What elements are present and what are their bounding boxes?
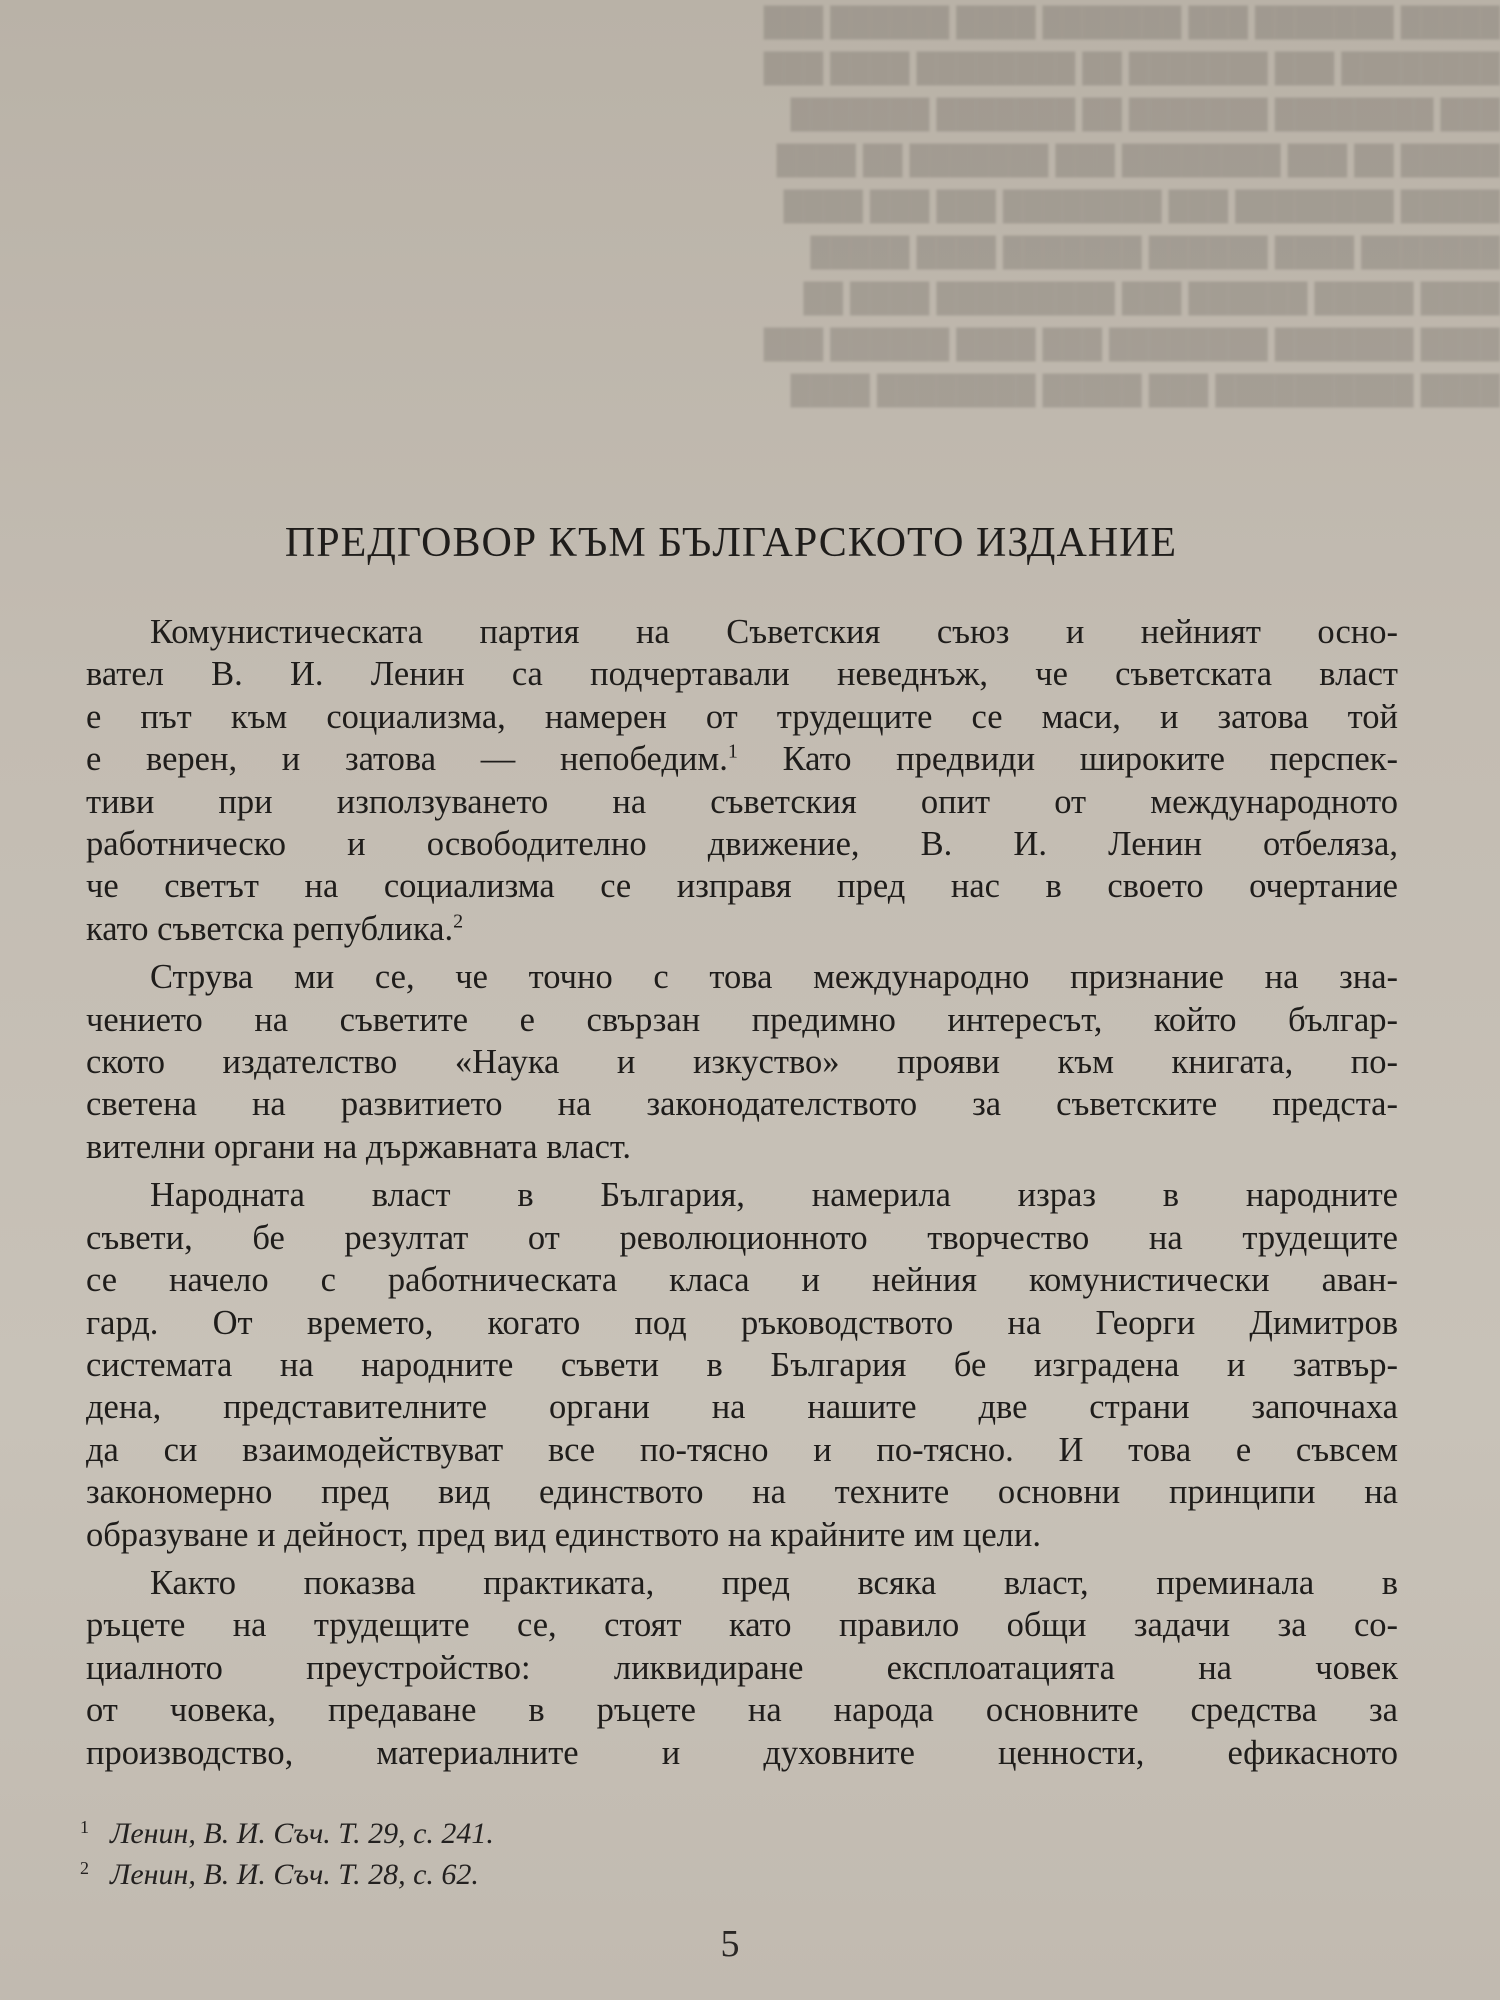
text-segment: Като предвиди широките перспек- <box>737 740 1398 779</box>
paragraph-4 <box>86 1562 1398 1774</box>
text-line <box>86 738 1398 780</box>
text-line: вател В. И. Ленин са подчертавали неведнъж, че съветската власт <box>86 655 1398 694</box>
footnote-1 <box>80 1815 1080 1856</box>
text-line: съвети, бе резултат от революционното творчество на трудещите <box>86 1218 1398 1257</box>
paragraph-1 <box>86 611 1398 950</box>
paragraph-2 <box>86 956 1398 1168</box>
text-line: от човека, предаване в ръцете на народа основните средства за <box>86 1691 1398 1730</box>
text-line: системата на народните съвети в България бе изградена и затвър- <box>86 1345 1398 1384</box>
text-line: производство, материалните и духовните ценности, ефикасното <box>86 1733 1398 1772</box>
text-line: вителни органи на държавната власт. <box>86 1127 632 1166</box>
page-title: ПРЕДГОВОР КЪМ БЪЛГАРСКОТО ИЗДАНИЕ <box>284 520 1178 566</box>
show-through-text: █████ ███████ ███ ███████ ████ ██████ ███ ████████ ███ ███████ ██ ████████ ████ ███ ███ ████████ ███████ ██ ███████ ███████ █████ ██ ███ ████████ ███ ███████ ██ ████ █████ ████████ ███ ████████ ███ ███ ████ ███████ ████ ██████ ███████ ████ █████ ████ █████ ██████ ███ █████████ ████ ██ ████ ███████ ████████ ███ ████ ██████ ███ ████ ██████████ ███ █████ ████████ ████ <box>763 7 1500 406</box>
text-line: циалното преустройство: ликвидиране експлоатацията на човек <box>86 1648 1398 1687</box>
text-line: чението на съветите е свързан предимно интересът, който българ- <box>86 1000 1398 1039</box>
footnote-ref-2: 2 <box>453 910 464 933</box>
text-line: дена, представителните органи на нашите две страни започнаха <box>86 1388 1398 1427</box>
footnote-text: Ленин, В. И. Съч. Т. 28, с. 62. <box>110 1858 479 1891</box>
text-line: Струва ми се, че точно с това международно признание на зна- <box>150 958 1398 997</box>
text-line: закономерно пред вид единството на техните основни принципи на <box>86 1473 1398 1512</box>
footnote-2 <box>80 1856 1080 1897</box>
text-line: че светът на социализма се изправя пред нас в своето очертание <box>86 867 1398 906</box>
text-line: образуване и дейност, пред вид единството на крайните им цели. <box>86 1515 1041 1554</box>
footnote-marker: 1 <box>80 1817 89 1837</box>
text-line: ръцете на трудещите се, стоят като правило общи задачи за со- <box>86 1606 1398 1645</box>
footnote-ref-1: 1 <box>727 740 738 763</box>
text-segment: като съветска република. <box>86 909 454 948</box>
text-line: тиви при използуването на съветския опит от международното <box>86 782 1398 821</box>
paragraph-3 <box>86 1174 1398 1556</box>
text-line: Комунистическата партия на Съветския съюз и нейният осно- <box>150 613 1398 651</box>
text-line: Както показва практиката, пред всяка власт, преминала в <box>150 1563 1398 1602</box>
main-text <box>86 515 1398 1774</box>
text-line: Народната власт в България, намерила израз в народните <box>150 1176 1398 1215</box>
text-line: светена на развитието на законодателството за съветските предста- <box>86 1085 1398 1124</box>
footnote-marker: 2 <box>80 1858 89 1878</box>
text-line: се начело с работническата класа и нейния комунистически аван- <box>86 1261 1398 1300</box>
text-line: работническо и освободително движение, В. И. Ленин отбеляза, <box>86 825 1398 864</box>
footnote-text: Ленин, В. И. Съч. Т. 29, с. 241. <box>110 1817 494 1850</box>
page-number: 5 <box>720 1923 740 1965</box>
footnotes <box>80 1815 1080 1897</box>
text-line: ското издателство «Наука и изкуство» прояви към книгата, по- <box>86 1043 1398 1082</box>
text-line: е път към социализма, намерен от трудещите се маси, и затова той <box>86 697 1398 736</box>
text-segment: е верен, и затова — непобедим. <box>86 740 728 779</box>
text-line <box>86 908 1398 950</box>
text-line: да си взаимодействуват все по-тясно и по-тясно. И това е съвсем <box>86 1430 1398 1469</box>
text-line: гард. От времето, когато под ръководството на Георги Димитров <box>86 1303 1398 1342</box>
